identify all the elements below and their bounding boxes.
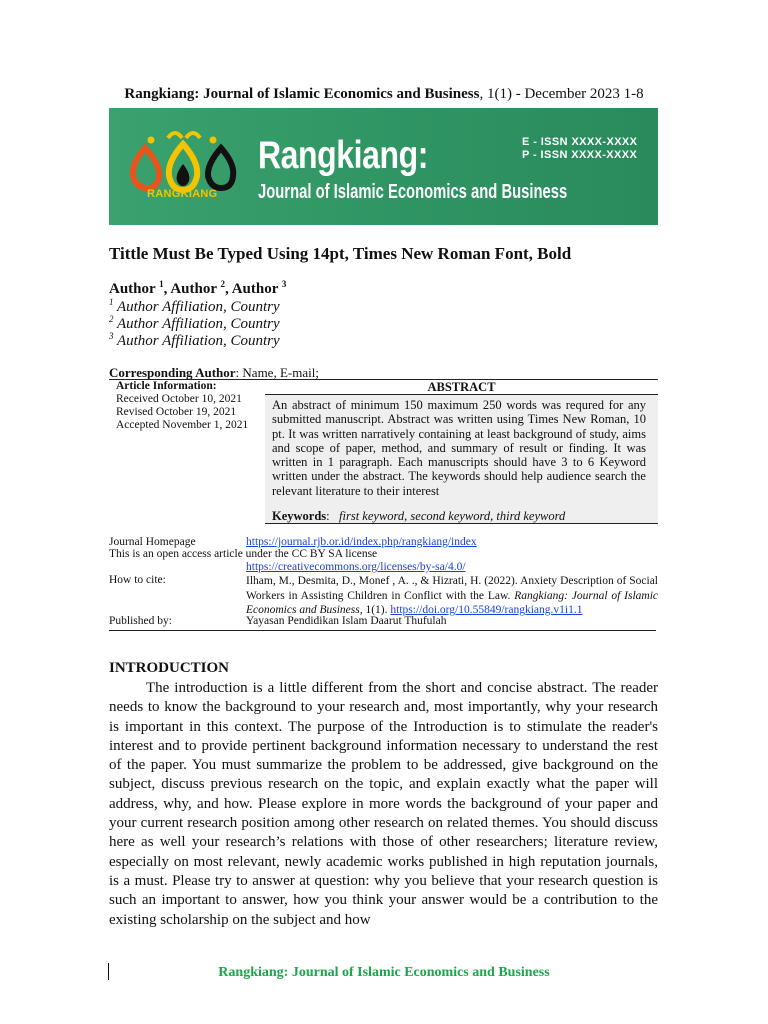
introduction-heading: INTRODUCTION [109, 660, 230, 676]
author-name: Author [231, 281, 282, 297]
author-name: Author [170, 281, 221, 297]
abstract-text: An abstract of minimum 150 maximum 250 words was requred for any submitted manuscript. Abstract was written using Times New Roman, 10 pt. It was written narratively containing at least background of study, aims and scope of paper, method, and summary of result or finding. It was written in 1 paragraph. Each manuscripts should have 3 to 6 Keyword written under the abstract. The keywords should help audience search the relevant literature to their interest [272, 398, 646, 498]
author-list: Author $^1$, Author $^2$, Author $^3$ [109, 279, 287, 297]
paper-title: Tittle Must Be Typed Using 14pt, Times New Roman Font, Bold [109, 244, 572, 263]
license-link[interactable]: https://creativecommons.org/licenses/by-sa/4.0/ [246, 561, 466, 573]
publisher-label: Published by: [109, 615, 172, 627]
issn-block [522, 136, 637, 162]
homepage-link[interactable]: https://journal.rjb.or.id/index.php/rangkiang/index [246, 536, 477, 548]
running-header [0, 86, 768, 103]
banner-journal-name: Rangkiang: [258, 134, 429, 177]
introduction-paragraph: The introduction is a little different from the short and concise abstract. The reader needs to know the background to your research and, most importantly, why your research is important in this context. The purpose of the Introduction is to stimulate the reader's interest and to provide pertinent background information necessary to understand the rest of the paper. You must summarize the problem to be addressed, give background on the subject, discuss previous research on the topic, and explain exactly what the paper will address, why, and how. Please explore in more words the background of your paper and your current research position among other research on related themes. You should discuss here as well your research’s relations with those of other researchers; literature review, especially on most relevant, newly academic works published in high reputation journals, is a must. Please try to answer at question: why you believe that your research question is such an important to answer, how you think your answer would be a contribution to the existing scholarship on the subject and how [109, 680, 658, 928]
corresponding-details: : Name, E-mail; [235, 365, 319, 380]
revised-date: Revised October 19, 2021 [116, 406, 237, 418]
author-sup: 2 [220, 279, 225, 289]
running-footer: Rangkiang: Journal of Islamic Economics and Business [218, 965, 550, 980]
keywords-line: Keywords: first keyword, second keyword, third keyword [272, 509, 566, 523]
corresponding-label: Corresponding Author [109, 365, 236, 380]
header-issue: , 1(1) - December 2023 1-8 [479, 86, 644, 102]
license-text: This is an open access article under the CC BY SA license [109, 548, 378, 560]
cite-label: How to cite: [109, 574, 166, 586]
citation: Ilham, M., Desmita, D., Monef , A. ., & Hizrati, H. (2022). Anxiety Description of Social Workers in Assisting Children in Conflict with the Law. Rangkiang: Journal of Islamic Economics and Business, 1(1). https://doi.org/10.55849/rangkiang.v1i1.1 [246, 575, 659, 616]
doi-link[interactable]: https://doi.org/10.55849/rangkiang.v1i1.1 [390, 604, 583, 616]
author-sup: 3 [281, 279, 287, 289]
keywords-label: Keywords [272, 509, 327, 523]
accepted-date: Accepted November 1, 2021 [116, 419, 249, 431]
logo-text: RANGKIANG [147, 188, 218, 200]
meta-bottom-rule [109, 630, 656, 631]
banner-journal-subtitle: Journal of Islamic Economics and Business [258, 181, 568, 203]
article-information [116, 380, 248, 432]
p-issn: P - ISSN XXXX-XXXX [522, 149, 638, 161]
author-sup: 1 [159, 279, 164, 289]
affiliation-1: $^1$ Author Affiliation, Country [109, 297, 280, 315]
affiliation-2: $^2$ Author Affiliation, Country [109, 314, 280, 332]
header-journal: Rangkiang: Journal of Islamic Economics and Business [124, 86, 480, 102]
abstract-heading: ABSTRACT [427, 380, 496, 394]
author-name: Author [109, 281, 160, 297]
publisher-name: Yayasan Pendidikan Islam Daarut Thufulah [246, 615, 447, 627]
homepage-label: Journal Homepage [109, 536, 196, 548]
journal-banner [109, 108, 658, 225]
article-info-heading: Article Information: [116, 380, 217, 392]
cite-journal: Rangkiang: Journal of Islamic Economics and Business, [246, 589, 659, 616]
received-date: Received October 10, 2021 [116, 393, 242, 405]
keywords-values: first keyword, second keyword, third keyword [339, 509, 566, 523]
affiliation-3: $^3$ Author Affiliation, Country [109, 331, 280, 349]
e-issn: E - ISSN XXXX-XXXX [522, 136, 638, 148]
